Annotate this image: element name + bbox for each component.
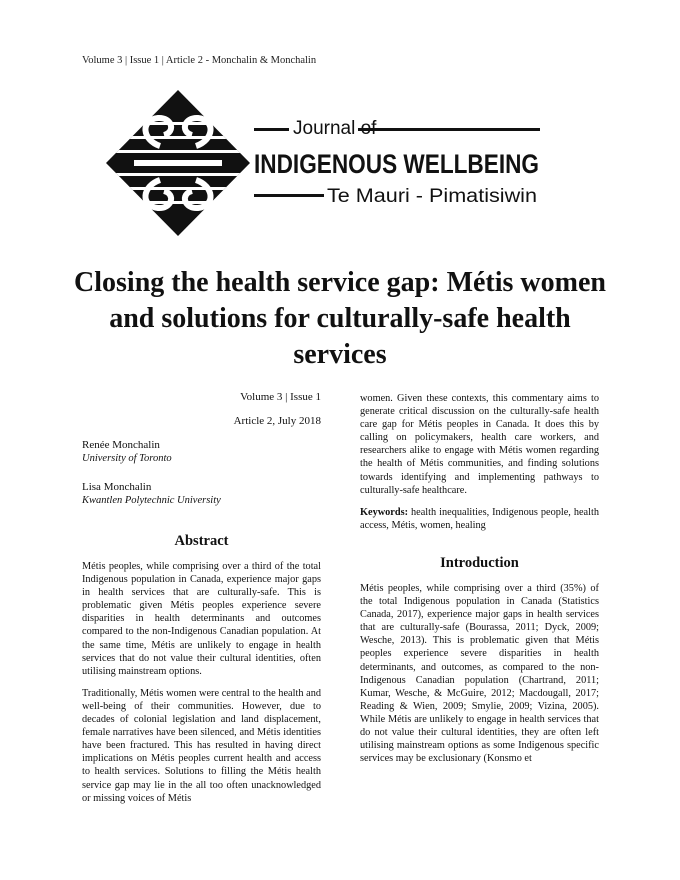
article-title: Closing the health service gap: Métis women and solutions for culturally-safe health services	[74, 267, 606, 370]
introduction-heading: Introduction	[440, 554, 519, 571]
introduction-paragraph: Métis peoples, while comprising over a third (35%) of the total Indigenous population in Canada (Statistics Canada, 2017), experience major gaps in health services that are culturally-safe (Bourassa, 2011; Dyck, 2009; Wesche, 2013). This is problematic given that Métis peoples experience severe disparities in health determinants, and outcomes, as compared to the non-Indigenous Canadian population (Chartrand, 2011; Kumar, Wesche, & McGuire, 2012; Macdougall, 2017; Reading & Wien, 2009; Smylie, 2009; Vizina, 2005). While Métis are unlikely to engage in health services that do not value their cultural identities, they are often left utilising mainstream options as some Indigenous specific services may be exclusionary (Konsmo et	[360, 582, 599, 765]
author-2	[82, 480, 321, 508]
journal-logo	[100, 88, 545, 238]
author-name: Renée Monchalin	[82, 439, 160, 451]
abstract-paragraph-2: Traditionally, Métis women were central to the health and well-being of their communities. However, due to decades of colonial legislation and land displacement, female narratives have been silenced, and Métis identities have been fractured. This has resulted in having direct implications on Métis peoples current health and access to health services. Solutions to filling the Métis health service gap may lie in the all too often unacknowledged or missing voices of Métis	[82, 687, 321, 804]
author-1	[82, 438, 321, 466]
journal-name: INDIGENOUS WELLBEING	[254, 149, 539, 179]
right-column	[360, 392, 599, 765]
journal-prefix: Journal of	[293, 118, 377, 139]
abstract-paragraph-3: women. Given these contexts, this commentary aims to generate critical discussion on the culturally-safe health care gap for Métis peoples in Canada. It does this by calling on policymakers, health care workers, and researchers alike to engage with Métis women regarding the health of Métis communities, and finding solutions towards identifying and implementing pathways to culturally-safe healthcare.	[360, 393, 599, 496]
article-date-line: Article 2, July 2018	[233, 415, 321, 427]
author-name: Lisa Monchalin	[82, 481, 152, 493]
abstract-heading: Abstract	[174, 533, 229, 549]
author-affiliation: University of Toronto	[82, 453, 172, 464]
running-head: Volume 3 | Issue 1 | Article 2 - Monchalin & Monchalin	[82, 55, 317, 66]
issue-line: Volume 3 | Issue 1	[240, 391, 321, 403]
abstract-paragraph-1: Métis peoples, while comprising over a third of the total Indigenous population in Canada, experience major gaps in health services that are culturally-safe. This is problematic given Métis peoples experience severe disparities in health determinants and outcomes compared to the non-Indigenous Canadian population. At the same time, Métis are unlikely to engage in health services that do not value their cultural identities, often utilising mainstream options.	[82, 561, 321, 677]
author-affiliation: Kwantlen Polytechnic University	[82, 495, 221, 506]
keywords-label: Keywords:	[360, 506, 409, 518]
journal-subtitle: Te Mauri - Pimatisiwin	[327, 186, 537, 207]
koru-emblem-icon	[100, 90, 260, 236]
keywords-text: health inequalities, Indigenous people, health access, Métis, women, healing	[360, 506, 599, 531]
left-column	[82, 390, 321, 805]
keywords	[360, 506, 599, 532]
